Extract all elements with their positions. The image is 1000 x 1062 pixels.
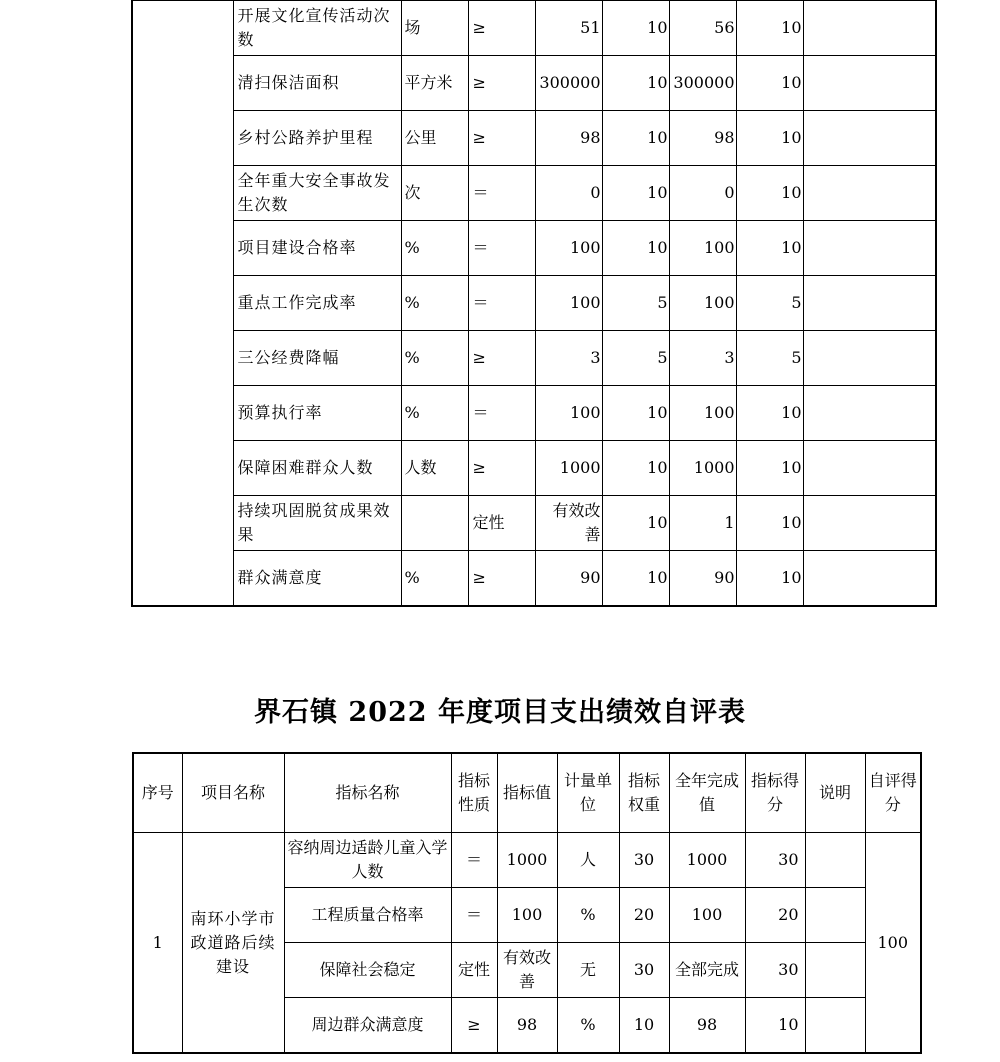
- note-cell: [803, 551, 936, 607]
- score-value: 10: [736, 56, 803, 111]
- note-cell: [805, 833, 865, 888]
- actual-value: 1: [669, 496, 736, 551]
- table-row: [133, 833, 921, 888]
- unit-cell: 场: [401, 0, 468, 56]
- table-row: [132, 496, 936, 551]
- indicator-name: 项目建设合格率: [233, 221, 401, 276]
- indicator-name: 预算执行率: [233, 386, 401, 441]
- unit-cell: 次: [401, 166, 468, 221]
- header-weight: 指标权重: [619, 753, 669, 833]
- unit-cell: %: [557, 888, 619, 943]
- operator-cell: 定性: [468, 496, 535, 551]
- target-value: 90: [535, 551, 602, 607]
- target-value: 0: [535, 166, 602, 221]
- upper-indicator-table: [131, 0, 937, 607]
- table-row: [132, 551, 936, 607]
- self-score-cell: 100: [865, 833, 921, 1054]
- target-value: 有效改善: [535, 496, 602, 551]
- table-row: [132, 166, 936, 221]
- note-cell: [803, 0, 936, 56]
- operator-cell: ≥: [468, 56, 535, 111]
- weight-cell: 20: [619, 888, 669, 943]
- header-value: 指标值: [497, 753, 557, 833]
- operator-cell: ＝: [468, 386, 535, 441]
- weight-cell: 30: [619, 943, 669, 998]
- unit-cell: %: [401, 551, 468, 607]
- unit-cell: 无: [557, 943, 619, 998]
- header-unit: 计量单位: [557, 753, 619, 833]
- completed-cell: 1000: [669, 833, 745, 888]
- note-cell: [803, 56, 936, 111]
- weight-value: 10: [602, 386, 669, 441]
- completed-cell: 100: [669, 888, 745, 943]
- performance-self-evaluation-table: [132, 752, 922, 1054]
- note-cell: [803, 331, 936, 386]
- actual-value: 0: [669, 166, 736, 221]
- group-cell-empty: [132, 0, 233, 606]
- indicator-name: 乡村公路养护里程: [233, 111, 401, 166]
- weight-value: 10: [602, 56, 669, 111]
- value-cell: 98: [497, 998, 557, 1054]
- header-project: 项目名称: [182, 753, 284, 833]
- note-cell: [803, 221, 936, 276]
- actual-value: 90: [669, 551, 736, 607]
- unit-cell: [401, 496, 468, 551]
- actual-value: 100: [669, 276, 736, 331]
- actual-value: 100: [669, 221, 736, 276]
- unit-cell: 人: [557, 833, 619, 888]
- seq-cell: 1: [133, 833, 182, 1054]
- nature-cell: ≥: [451, 998, 497, 1054]
- score-value: 5: [736, 331, 803, 386]
- value-cell: 1000: [497, 833, 557, 888]
- header-score: 指标得分: [745, 753, 805, 833]
- score-value: 10: [736, 0, 803, 56]
- score-cell: 30: [745, 943, 805, 998]
- header-note: 说明: [805, 753, 865, 833]
- indicator-name: 重点工作完成率: [233, 276, 401, 331]
- table-row: [132, 221, 936, 276]
- indicator-name: 全年重大安全事故发生次数: [233, 166, 401, 221]
- table-row: [132, 56, 936, 111]
- actual-value: 1000: [669, 441, 736, 496]
- project-name: 南环小学市政道路后续建设: [182, 833, 284, 1054]
- score-value: 10: [736, 551, 803, 607]
- weight-value: 10: [602, 496, 669, 551]
- score-value: 10: [736, 386, 803, 441]
- weight-value: 10: [602, 111, 669, 166]
- target-value: 51: [535, 0, 602, 56]
- note-cell: [805, 888, 865, 943]
- table-row: [132, 441, 936, 496]
- actual-value: 3: [669, 331, 736, 386]
- note-cell: [803, 111, 936, 166]
- weight-value: 5: [602, 276, 669, 331]
- score-value: 10: [736, 111, 803, 166]
- table-row: [132, 0, 936, 56]
- operator-cell: ＝: [468, 166, 535, 221]
- operator-cell: ＝: [468, 276, 535, 331]
- actual-value: 100: [669, 386, 736, 441]
- unit-cell: %: [401, 221, 468, 276]
- table-row: [132, 331, 936, 386]
- operator-cell: ≥: [468, 331, 535, 386]
- note-cell: [803, 496, 936, 551]
- score-cell: 30: [745, 833, 805, 888]
- note-cell: [805, 943, 865, 998]
- indicator-name: 保障困难群众人数: [233, 441, 401, 496]
- header-completed: 全年完成值: [669, 753, 745, 833]
- header-row: [133, 753, 921, 833]
- nature-cell: ＝: [451, 888, 497, 943]
- unit-cell: 公里: [401, 111, 468, 166]
- target-value: 100: [535, 221, 602, 276]
- weight-value: 10: [602, 221, 669, 276]
- weight-value: 10: [602, 551, 669, 607]
- actual-value: 56: [669, 0, 736, 56]
- operator-cell: ≥: [468, 0, 535, 56]
- indicator-name: 清扫保洁面积: [233, 56, 401, 111]
- indicator-name: 持续巩固脱贫成果效果: [233, 496, 401, 551]
- table-row: [132, 386, 936, 441]
- target-value: 100: [535, 386, 602, 441]
- score-cell: 10: [745, 998, 805, 1054]
- operator-cell: ＝: [468, 221, 535, 276]
- target-value: 1000: [535, 441, 602, 496]
- unit-cell: 人数: [401, 441, 468, 496]
- actual-value: 98: [669, 111, 736, 166]
- unit-cell: %: [557, 998, 619, 1054]
- indicator-name: 工程质量合格率: [284, 888, 451, 943]
- header-self-score: 自评得分: [865, 753, 921, 833]
- completed-cell: 98: [669, 998, 745, 1054]
- weight-cell: 10: [619, 998, 669, 1054]
- note-cell: [803, 441, 936, 496]
- indicator-name: 三公经费降幅: [233, 331, 401, 386]
- unit-cell: %: [401, 331, 468, 386]
- unit-cell: %: [401, 276, 468, 331]
- indicator-name: 群众满意度: [233, 551, 401, 607]
- operator-cell: ≥: [468, 111, 535, 166]
- score-cell: 20: [745, 888, 805, 943]
- operator-cell: ≥: [468, 551, 535, 607]
- indicator-name: 容纳周边适龄儿童入学人数: [284, 833, 451, 888]
- weight-cell: 30: [619, 833, 669, 888]
- score-value: 10: [736, 441, 803, 496]
- value-cell: 有效改善: [497, 943, 557, 998]
- weight-value: 10: [602, 166, 669, 221]
- completed-cell: 全部完成: [669, 943, 745, 998]
- score-value: 5: [736, 276, 803, 331]
- weight-value: 10: [602, 0, 669, 56]
- note-cell: [803, 386, 936, 441]
- note-cell: [805, 998, 865, 1054]
- indicator-name: 开展文化宣传活动次数: [233, 0, 401, 56]
- unit-cell: 平方米: [401, 56, 468, 111]
- nature-cell: 定性: [451, 943, 497, 998]
- score-value: 10: [736, 221, 803, 276]
- indicator-name: 保障社会稳定: [284, 943, 451, 998]
- actual-value: 300000: [669, 56, 736, 111]
- header-nature: 指标性质: [451, 753, 497, 833]
- indicator-name: 周边群众满意度: [284, 998, 451, 1054]
- target-value: 98: [535, 111, 602, 166]
- target-value: 300000: [535, 56, 602, 111]
- target-value: 100: [535, 276, 602, 331]
- header-seq: 序号: [133, 753, 182, 833]
- page-title: 界石镇 2022 年度项目支出绩效自评表: [254, 697, 746, 728]
- nature-cell: ＝: [451, 833, 497, 888]
- operator-cell: ≥: [468, 441, 535, 496]
- score-value: 10: [736, 166, 803, 221]
- value-cell: 100: [497, 888, 557, 943]
- table-row: [132, 111, 936, 166]
- weight-value: 5: [602, 331, 669, 386]
- note-cell: [803, 166, 936, 221]
- target-value: 3: [535, 331, 602, 386]
- table-row: [132, 276, 936, 331]
- weight-value: 10: [602, 441, 669, 496]
- unit-cell: %: [401, 386, 468, 441]
- header-indicator: 指标名称: [284, 753, 451, 833]
- note-cell: [803, 276, 936, 331]
- score-value: 10: [736, 496, 803, 551]
